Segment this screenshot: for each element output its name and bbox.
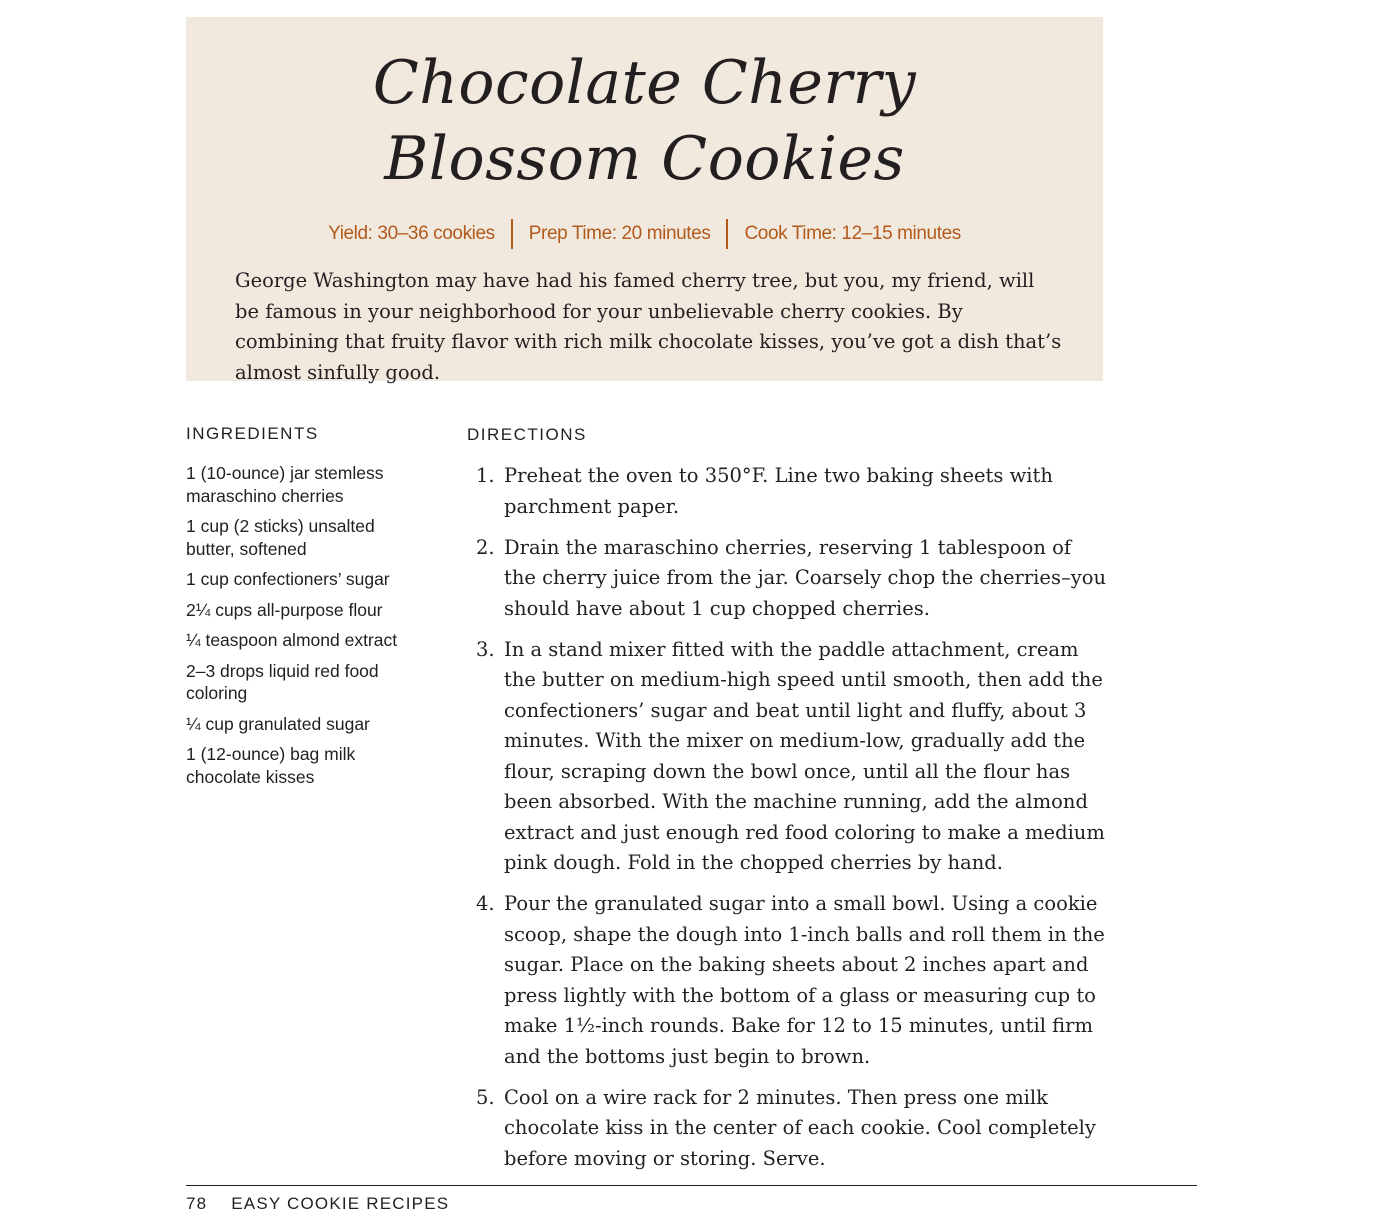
ingredients-list bbox=[186, 462, 426, 788]
recipe-intro: George Washington may have had his famed cherry tree, but you, my friend, will be famous in your neighborhood for your unbelievable cherry cookies. By combining that fruity flavor with rich milk chocolate kisses, you’ve got a dish that’s almost sinfully good. bbox=[235, 269, 1062, 384]
ingredient-item: 1 cup (2 sticks) unsalted butter, softened bbox=[186, 516, 375, 559]
ingredient-item: 1 cup confectioners’ sugar bbox=[186, 569, 390, 589]
direction-step bbox=[467, 635, 1107, 879]
ingredient-item: 2–3 drops liquid red food coloring bbox=[186, 660, 379, 703]
step-number: 2. bbox=[476, 535, 495, 559]
step-number: 4. bbox=[476, 892, 495, 915]
ingredient-item: 2¼ cups all-purpose flour bbox=[186, 599, 383, 620]
ingredients-heading: INGREDIENTS bbox=[186, 424, 319, 443]
ingredient-item: 1 (10-ounce) jar stemless maraschino cherries bbox=[186, 463, 384, 506]
ingredient-item: ¼ teaspoon almond extract bbox=[186, 630, 398, 650]
recipe-title-line2: Blossom Cookies bbox=[384, 124, 905, 194]
step-text: In a stand mixer fitted with the paddle attachment, cream the butter on medium-high speed until smooth, then add the confectioners’ sugar and beat until light and fluffy, about 3 minutes. With the mixer on medium-low, gradually add the flour, scraping down the bowl once, until all the flour has been absorbed. With the machine running, add the almond extract and just enough red food coloring to make a medium pink dough. Fold in the chopped cherries by hand. bbox=[504, 637, 1105, 874]
direction-step bbox=[467, 1083, 1107, 1175]
ingredient-item: 1 (12-ounce) bag milk chocolate kisses bbox=[186, 744, 356, 787]
step-number: 1. bbox=[476, 464, 495, 487]
step-number: 5. bbox=[476, 1085, 495, 1109]
cook-time-label: Cook Time: 12–15 minutes bbox=[744, 223, 961, 244]
step-text: Pour the granulated sugar into a small bowl. Using a cookie scoop, shape the dough into 1-inch balls and roll them in the sugar. Place on the baking sheets about 2 inches apart and press lightly with the bottom of a glass or measuring cup to make 1½-inch rounds. Bake for 12 to 15 minutes, until firm and the bottoms just begin to brown. bbox=[504, 892, 1105, 1068]
book-title: EASY COOKIE RECIPES bbox=[231, 1194, 450, 1213]
recipe-meta bbox=[186, 219, 1103, 249]
direction-step bbox=[467, 889, 1107, 1072]
step-text: Preheat the oven to 350°F. Line two baking sheets with parchment paper. bbox=[504, 464, 1053, 518]
footer-divider bbox=[186, 1185, 1197, 1186]
page-number: 78 bbox=[186, 1194, 208, 1213]
recipe-header-panel bbox=[186, 17, 1103, 384]
yield-label: Yield: 30–36 cookies bbox=[328, 223, 495, 244]
recipe-title bbox=[186, 45, 1103, 197]
directions-section bbox=[467, 423, 1107, 1185]
directions-list bbox=[467, 461, 1107, 1174]
ingredients-section bbox=[186, 422, 426, 796]
ingredient-item: ¼ cup granulated sugar bbox=[186, 713, 370, 734]
step-text: Drain the maraschino cherries, reserving 1 tablespoon of the cherry juice from the jar. Coarsely chop the cherries–you should have about 1 cup chopped cherries. bbox=[504, 535, 1107, 620]
step-number: 3. bbox=[476, 637, 495, 661]
prep-time-label: Prep Time: 20 minutes bbox=[528, 223, 711, 244]
direction-step bbox=[467, 533, 1107, 625]
page-footer bbox=[186, 1192, 449, 1216]
directions-heading: DIRECTIONS bbox=[467, 425, 587, 444]
recipe-title-line1: Chocolate Cherry bbox=[372, 48, 917, 118]
direction-step bbox=[467, 461, 1107, 522]
step-text: Cool on a wire rack for 2 minutes. Then press one milk chocolate kiss in the center of each cookie. Cool completely before moving or storing. Serve. bbox=[504, 1085, 1096, 1170]
